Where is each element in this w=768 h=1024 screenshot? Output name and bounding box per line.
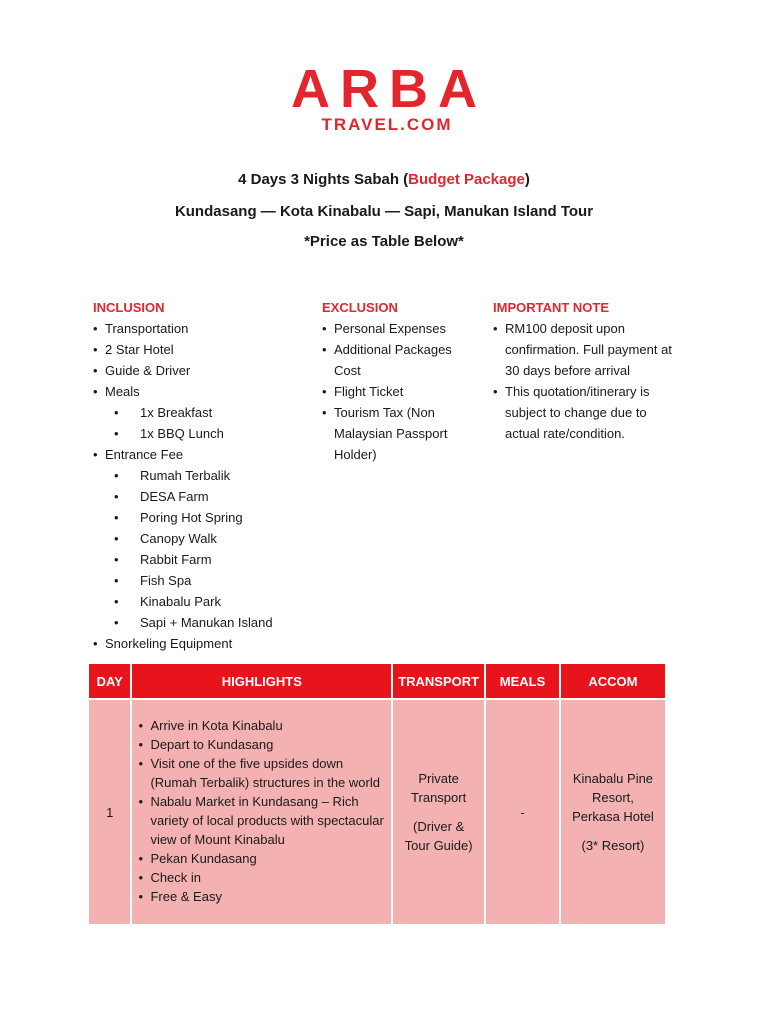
inclusion-item: • Meals <box>93 381 308 402</box>
inclusion-subitem: • Kinabalu Park <box>93 591 308 612</box>
exclusion-item: • Additional Packages Cost <box>322 339 472 381</box>
header-transport: TRANSPORT <box>393 664 484 698</box>
highlight-item: • Free & Easy <box>138 887 387 906</box>
highlight-item: • Nabalu Market in Kundasang – Rich variety of local products with spectacular view of Mount Kinabalu <box>138 792 387 849</box>
arba-travel-logo <box>0 59 768 135</box>
inclusion-subitem: • 1x Breakfast <box>93 402 308 423</box>
route-title: Kundasang — Kota Kinabalu — Sapi, Manukan Island Tour <box>174 203 594 220</box>
exclusion-item: • Personal Expenses <box>322 318 472 339</box>
important-note-item: • This quotation/itinerary is subject to change due to actual rate/condition. <box>493 381 675 444</box>
inclusion-item: • Snorkeling Equipment <box>93 633 308 654</box>
transport-type: Private Transport <box>411 771 467 805</box>
header-day: DAY <box>89 664 130 698</box>
accom-cell <box>561 700 665 924</box>
inclusion-subitem: • Canopy Walk <box>93 528 308 549</box>
highlight-item: • Depart to Kundasang <box>138 735 387 754</box>
header-meals: MEALS <box>486 664 559 698</box>
meals-cell: - <box>486 700 559 924</box>
inclusion-item: • Transportation <box>93 318 308 339</box>
day-cell: 1 <box>89 700 130 924</box>
inclusion-item: • Guide & Driver <box>93 360 308 381</box>
inclusion-subitem: • Poring Hot Spring <box>93 507 308 528</box>
inclusion-section <box>93 298 308 654</box>
title-highlight: Budget Package <box>408 171 525 188</box>
logo-domain: TRAVEL.COM <box>321 115 453 134</box>
exclusion-section <box>322 298 472 465</box>
important-note-heading: IMPORTANT NOTE <box>493 300 610 315</box>
package-title <box>0 171 768 188</box>
logo-wordmark: ARBA <box>291 59 487 119</box>
accom-hotel: Kinabalu Pine Resort, Perkasa Hotel <box>572 771 654 824</box>
price-note: *Price as Table Below* <box>304 233 464 250</box>
transport-cell <box>393 700 484 924</box>
itinerary-header-row <box>89 664 665 698</box>
exclusion-item: • Tourism Tax (Non Malaysian Passport Holder) <box>322 402 472 465</box>
inclusion-subitem: • 1x BBQ Lunch <box>93 423 308 444</box>
exclusion-item: • Flight Ticket <box>322 381 472 402</box>
exclusion-list <box>322 318 472 465</box>
title-suffix: ) <box>524 171 530 188</box>
accom-rating: (3* Resort) <box>581 838 645 853</box>
title-prefix: 4 Days 3 Nights Sabah ( <box>238 171 409 188</box>
important-note-list <box>493 318 675 444</box>
header-highlights: HIGHLIGHTS <box>132 664 391 698</box>
inclusion-item: • Entrance Fee <box>93 444 308 465</box>
highlight-item: • Check in <box>138 868 387 887</box>
highlight-item: • Pekan Kundasang <box>138 849 387 868</box>
inclusion-subitem: • Rabbit Farm <box>93 549 308 570</box>
highlight-item: • Arrive in Kota Kinabalu <box>138 716 387 735</box>
inclusion-subitem: • Sapi + Manukan Island <box>93 612 308 633</box>
inclusion-list <box>93 318 308 654</box>
header-accom: ACCOM <box>561 664 665 698</box>
important-note-section <box>493 298 675 444</box>
inclusion-subitem: • Fish Spa <box>93 570 308 591</box>
inclusion-item: • 2 Star Hotel <box>93 339 308 360</box>
itinerary-row <box>89 700 665 924</box>
highlights-list <box>138 716 387 906</box>
inclusion-heading: INCLUSION <box>93 300 165 315</box>
itinerary-table <box>87 662 667 926</box>
highlight-item: • Visit one of the five upsides down (Rumah Terbalik) structures in the world <box>138 754 387 792</box>
exclusion-heading: EXCLUSION <box>322 300 398 315</box>
inclusion-subitem: • Rumah Terbalik <box>93 465 308 486</box>
transport-detail: (Driver & Tour Guide) <box>404 819 473 853</box>
highlights-cell <box>132 700 391 924</box>
important-note-item: • RM100 deposit upon confirmation. Full payment at 30 days before arrival <box>493 318 675 381</box>
inclusion-subitem: • DESA Farm <box>93 486 308 507</box>
